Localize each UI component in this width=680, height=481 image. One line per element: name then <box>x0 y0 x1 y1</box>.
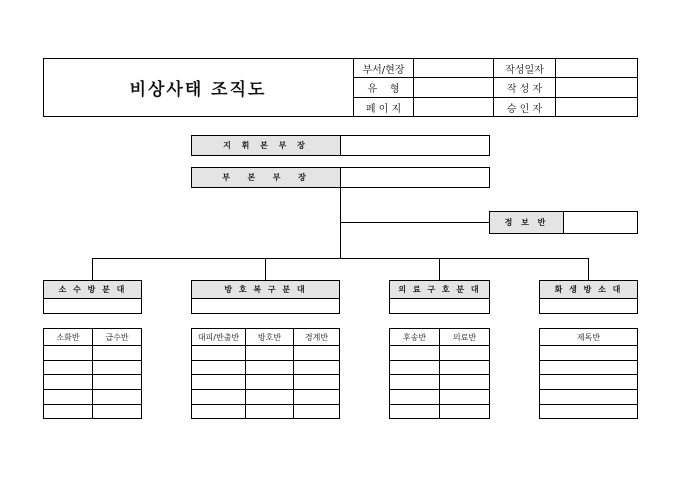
col-header: 급수반 <box>105 332 129 342</box>
table-row-line <box>43 374 142 375</box>
table-row-line <box>539 389 638 390</box>
unit-title: 화 생 방 소 대 <box>540 281 637 298</box>
document-title: 비상사태 조직도 <box>129 80 267 100</box>
table-row-line <box>539 404 638 405</box>
branch-drop <box>439 258 440 280</box>
divider <box>340 135 341 156</box>
type-label: 유 형 <box>367 84 400 95</box>
table-row-line <box>389 404 490 405</box>
dept-label: 부서/현장 <box>362 64 405 76</box>
divider <box>563 211 564 234</box>
info-label: 정 보 반 <box>490 212 563 233</box>
col-header: 경계반 <box>304 332 329 342</box>
unit-title: 방 호 복 구 분 대 <box>192 281 339 298</box>
col-header: 제독반 <box>576 332 601 342</box>
divider <box>413 58 414 117</box>
table-row-line <box>539 360 638 361</box>
branch-drop <box>92 258 93 280</box>
col-header: 의료반 <box>452 332 477 342</box>
table-row-line <box>191 374 340 375</box>
table-row-line <box>191 389 340 390</box>
divider <box>43 298 142 299</box>
connector-line <box>340 222 489 223</box>
branch-drop <box>265 258 266 280</box>
divider <box>389 298 490 299</box>
table-row-line <box>43 360 142 361</box>
chief-label: 지 휘 본 부 장 <box>192 136 340 155</box>
unit-title: 의 료 구 호 분 대 <box>390 281 489 298</box>
col-header: 후송반 <box>402 332 427 342</box>
table-row-line <box>389 360 490 361</box>
table-row-line <box>539 374 638 375</box>
table-row-line <box>539 345 638 346</box>
table-row-line <box>389 389 490 390</box>
table-row-line <box>389 345 490 346</box>
divider <box>555 58 556 117</box>
table-row-line <box>43 345 142 346</box>
col-header: 방호반 <box>257 332 282 342</box>
divider <box>340 167 341 188</box>
connector-line <box>340 188 341 258</box>
table-row-line <box>43 404 142 405</box>
col-header: 소화반 <box>56 332 80 342</box>
unit-title: 소 수 방 분 대 <box>44 281 141 298</box>
table-row-line <box>43 389 142 390</box>
branch-line <box>92 258 589 259</box>
divider <box>539 298 638 299</box>
author-label: 작 성 자 <box>506 84 543 95</box>
col-header: 대피/반출반 <box>197 332 240 342</box>
date-label: 작성일자 <box>505 64 544 76</box>
page-label: 페 이 지 <box>365 104 402 115</box>
branch-drop <box>588 258 589 280</box>
approver-label: 승 인 자 <box>506 104 543 115</box>
divider <box>191 298 340 299</box>
deputy-label: 부 본 부 장 <box>192 168 340 187</box>
table-row-line <box>191 345 340 346</box>
table-row-line <box>191 404 340 405</box>
table-row-line <box>389 374 490 375</box>
table-row-line <box>191 360 340 361</box>
